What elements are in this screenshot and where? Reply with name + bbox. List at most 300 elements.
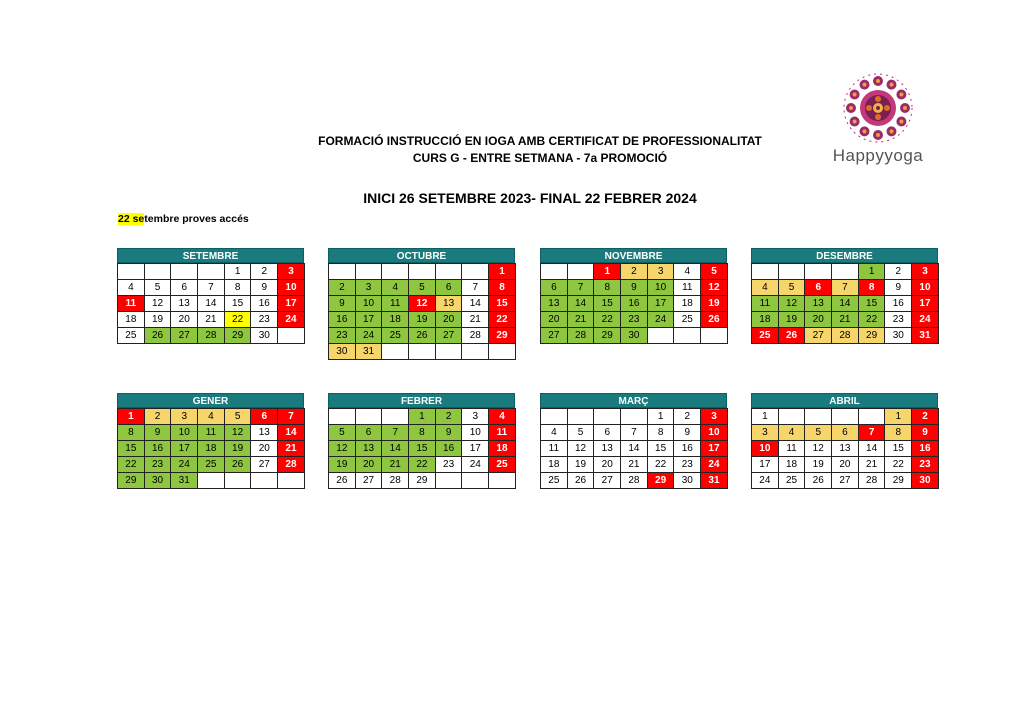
day-cell	[224, 473, 251, 489]
day-cell: 12	[224, 425, 251, 441]
day-cell: 25	[674, 312, 701, 328]
day-cell: 8	[647, 425, 674, 441]
day-cell: 17	[462, 441, 489, 457]
day-cell: 12	[409, 296, 436, 312]
week-row	[118, 312, 305, 328]
month-calendar-gener	[117, 393, 304, 489]
day-cell: 4	[382, 280, 409, 296]
day-cell: 23	[329, 328, 356, 344]
week-row	[118, 328, 305, 344]
day-cell: 27	[435, 328, 462, 344]
day-cell: 12	[567, 441, 594, 457]
day-cell: 28	[858, 473, 885, 489]
month-calendar-octubre	[328, 248, 515, 360]
day-cell: 23	[251, 312, 278, 328]
day-cell: 19	[409, 312, 436, 328]
week-row	[329, 264, 516, 280]
day-cell: 12	[144, 296, 171, 312]
day-cell: 23	[912, 457, 939, 473]
day-cell: 10	[278, 280, 305, 296]
day-cell: 11	[382, 296, 409, 312]
day-cell: 6	[435, 280, 462, 296]
day-cell: 13	[832, 441, 859, 457]
week-row	[752, 473, 939, 489]
day-cell: 16	[435, 441, 462, 457]
day-cell: 16	[912, 441, 939, 457]
month-grid	[751, 263, 939, 344]
day-cell	[541, 264, 568, 280]
day-cell: 1	[489, 264, 516, 280]
day-cell: 22	[858, 312, 885, 328]
week-row	[118, 473, 305, 489]
day-cell: 20	[832, 457, 859, 473]
month-calendar-febrer	[328, 393, 515, 489]
day-cell: 22	[647, 457, 674, 473]
week-row	[329, 473, 516, 489]
day-cell: 28	[621, 473, 648, 489]
week-row	[329, 312, 516, 328]
day-cell: 6	[251, 409, 278, 425]
month-header: MARÇ	[540, 393, 727, 408]
day-cell: 9	[674, 425, 701, 441]
week-row	[329, 280, 516, 296]
day-cell: 5	[567, 425, 594, 441]
day-cell: 15	[885, 441, 912, 457]
day-cell: 4	[674, 264, 701, 280]
day-cell: 3	[171, 409, 198, 425]
week-row	[329, 328, 516, 344]
day-cell: 3	[701, 409, 728, 425]
day-cell: 7	[621, 425, 648, 441]
day-cell: 10	[355, 296, 382, 312]
month-header: ABRIL	[751, 393, 938, 408]
day-cell: 21	[621, 457, 648, 473]
week-row	[752, 425, 939, 441]
day-cell: 18	[118, 312, 145, 328]
day-cell: 10	[171, 425, 198, 441]
day-cell: 6	[355, 425, 382, 441]
day-cell: 23	[144, 457, 171, 473]
day-cell: 7	[278, 409, 305, 425]
day-cell: 17	[752, 457, 779, 473]
day-cell: 9	[621, 280, 648, 296]
week-row	[118, 441, 305, 457]
day-cell: 12	[329, 441, 356, 457]
day-cell: 26	[805, 473, 832, 489]
note-highlight: 22 se	[118, 213, 145, 225]
week-row	[541, 457, 728, 473]
day-cell: 24	[912, 312, 939, 328]
day-cell	[409, 344, 436, 360]
day-cell: 17	[278, 296, 305, 312]
day-cell: 2	[435, 409, 462, 425]
day-cell: 11	[118, 296, 145, 312]
week-row	[118, 425, 305, 441]
day-cell: 22	[489, 312, 516, 328]
access-test-note	[118, 213, 249, 225]
week-row	[541, 312, 728, 328]
day-cell: 22	[409, 457, 436, 473]
day-cell: 24	[462, 457, 489, 473]
day-cell	[382, 344, 409, 360]
day-cell	[355, 264, 382, 280]
day-cell: 21	[832, 312, 859, 328]
day-cell: 7	[858, 425, 885, 441]
note-text: tembre proves accés	[144, 213, 249, 225]
day-cell	[355, 409, 382, 425]
day-cell: 26	[701, 312, 728, 328]
day-cell: 27	[594, 473, 621, 489]
day-cell: 8	[409, 425, 436, 441]
day-cell: 11	[752, 296, 779, 312]
day-cell	[118, 264, 145, 280]
day-cell	[382, 409, 409, 425]
day-cell: 21	[278, 441, 305, 457]
day-cell: 10	[752, 441, 779, 457]
day-cell: 17	[355, 312, 382, 328]
day-cell: 18	[541, 457, 568, 473]
day-cell: 31	[912, 328, 939, 344]
day-cell: 10	[701, 425, 728, 441]
day-cell: 23	[885, 312, 912, 328]
day-cell: 16	[885, 296, 912, 312]
week-row	[329, 296, 516, 312]
day-cell: 21	[567, 312, 594, 328]
day-cell: 1	[409, 409, 436, 425]
day-cell: 12	[805, 441, 832, 457]
day-cell: 21	[462, 312, 489, 328]
week-row	[541, 280, 728, 296]
day-cell: 3	[752, 425, 779, 441]
month-grid	[117, 263, 305, 344]
day-cell: 7	[198, 280, 225, 296]
month-calendar-desembre	[751, 248, 938, 344]
day-cell	[778, 409, 805, 425]
day-cell: 8	[118, 425, 145, 441]
day-cell: 3	[912, 264, 939, 280]
day-cell: 4	[198, 409, 225, 425]
day-cell: 25	[382, 328, 409, 344]
day-cell: 8	[224, 280, 251, 296]
month-header: NOVEMBRE	[540, 248, 727, 263]
day-cell: 2	[885, 264, 912, 280]
day-cell: 28	[382, 473, 409, 489]
day-cell	[805, 409, 832, 425]
week-row	[541, 264, 728, 280]
day-cell: 29	[594, 328, 621, 344]
day-cell: 2	[251, 264, 278, 280]
day-cell: 5	[329, 425, 356, 441]
month-calendar-novembre	[540, 248, 727, 344]
day-cell: 19	[144, 312, 171, 328]
day-cell	[621, 409, 648, 425]
day-cell: 9	[329, 296, 356, 312]
day-cell: 23	[435, 457, 462, 473]
day-cell: 19	[567, 457, 594, 473]
day-cell: 30	[885, 328, 912, 344]
day-cell: 25	[489, 457, 516, 473]
day-cell: 15	[858, 296, 885, 312]
day-cell: 3	[462, 409, 489, 425]
month-header: SETEMBRE	[117, 248, 304, 263]
day-cell: 18	[198, 441, 225, 457]
day-cell: 14	[382, 441, 409, 457]
month-header: DESEMBRE	[751, 248, 938, 263]
week-row	[541, 409, 728, 425]
day-cell: 26	[329, 473, 356, 489]
week-row	[752, 409, 939, 425]
week-row	[118, 296, 305, 312]
day-cell: 12	[778, 296, 805, 312]
day-cell: 16	[674, 441, 701, 457]
day-cell: 29	[409, 473, 436, 489]
day-cell	[674, 328, 701, 344]
day-cell	[567, 264, 594, 280]
day-cell: 13	[435, 296, 462, 312]
day-cell: 1	[858, 264, 885, 280]
day-cell: 16	[251, 296, 278, 312]
day-cell: 24	[171, 457, 198, 473]
day-cell: 8	[489, 280, 516, 296]
day-cell: 19	[701, 296, 728, 312]
day-cell: 24	[647, 312, 674, 328]
day-cell: 6	[594, 425, 621, 441]
month-grid	[540, 263, 728, 344]
day-cell	[701, 328, 728, 344]
day-cell: 30	[251, 328, 278, 344]
week-row	[329, 409, 516, 425]
day-cell: 13	[171, 296, 198, 312]
day-cell: 24	[355, 328, 382, 344]
day-cell	[198, 264, 225, 280]
day-cell: 20	[805, 312, 832, 328]
day-cell: 17	[171, 441, 198, 457]
day-cell	[198, 473, 225, 489]
week-row	[118, 264, 305, 280]
day-cell	[171, 264, 198, 280]
day-cell: 2	[144, 409, 171, 425]
day-cell: 1	[594, 264, 621, 280]
day-cell	[832, 409, 859, 425]
day-cell: 26	[224, 457, 251, 473]
day-cell	[435, 264, 462, 280]
day-cell: 19	[778, 312, 805, 328]
day-cell: 28	[278, 457, 305, 473]
month-calendar-marc	[540, 393, 727, 489]
day-cell: 26	[144, 328, 171, 344]
day-cell	[752, 264, 779, 280]
day-cell: 14	[278, 425, 305, 441]
month-header: FEBRER	[328, 393, 515, 408]
day-cell	[278, 473, 305, 489]
day-cell	[462, 344, 489, 360]
day-cell: 6	[171, 280, 198, 296]
day-cell: 26	[567, 473, 594, 489]
logo-text: Happyyoga	[832, 146, 924, 165]
month-grid	[328, 263, 516, 360]
day-cell: 23	[674, 457, 701, 473]
day-cell: 29	[489, 328, 516, 344]
day-cell: 15	[224, 296, 251, 312]
day-cell: 19	[329, 457, 356, 473]
day-cell: 13	[805, 296, 832, 312]
course-date-range: INICI 26 SETEMBRE 2023- FINAL 22 FEBRER 2024	[363, 190, 697, 206]
day-cell: 7	[462, 280, 489, 296]
day-cell: 29	[647, 473, 674, 489]
day-cell: 20	[435, 312, 462, 328]
week-row	[752, 441, 939, 457]
day-cell: 4	[489, 409, 516, 425]
day-cell: 5	[224, 409, 251, 425]
day-cell: 8	[885, 425, 912, 441]
day-cell	[567, 409, 594, 425]
day-cell	[409, 264, 436, 280]
day-cell: 29	[224, 328, 251, 344]
week-row	[541, 425, 728, 441]
week-row	[752, 296, 939, 312]
day-cell: 3	[355, 280, 382, 296]
day-cell: 19	[224, 441, 251, 457]
day-cell: 15	[647, 441, 674, 457]
month-grid	[540, 408, 728, 489]
day-cell: 20	[251, 441, 278, 457]
day-cell: 20	[355, 457, 382, 473]
day-cell: 27	[251, 457, 278, 473]
week-row	[118, 409, 305, 425]
day-cell	[805, 264, 832, 280]
day-cell: 21	[382, 457, 409, 473]
day-cell	[462, 264, 489, 280]
week-row	[329, 457, 516, 473]
day-cell: 11	[489, 425, 516, 441]
day-cell: 22	[224, 312, 251, 328]
month-header: OCTUBRE	[328, 248, 515, 263]
day-cell: 13	[251, 425, 278, 441]
day-cell: 28	[567, 328, 594, 344]
day-cell: 4	[778, 425, 805, 441]
week-row	[118, 280, 305, 296]
day-cell	[489, 344, 516, 360]
day-cell: 18	[382, 312, 409, 328]
day-cell: 29	[858, 328, 885, 344]
day-cell	[594, 409, 621, 425]
day-cell: 26	[409, 328, 436, 344]
day-cell: 1	[118, 409, 145, 425]
day-cell	[832, 264, 859, 280]
day-cell: 29	[885, 473, 912, 489]
week-row	[752, 328, 939, 344]
day-cell: 25	[541, 473, 568, 489]
day-cell: 21	[198, 312, 225, 328]
day-cell: 13	[541, 296, 568, 312]
day-cell: 30	[621, 328, 648, 344]
day-cell: 6	[832, 425, 859, 441]
day-cell	[647, 328, 674, 344]
day-cell: 6	[541, 280, 568, 296]
day-cell: 2	[912, 409, 939, 425]
day-cell: 15	[409, 441, 436, 457]
day-cell: 28	[462, 328, 489, 344]
day-cell: 22	[594, 312, 621, 328]
day-cell: 27	[541, 328, 568, 344]
day-cell: 9	[912, 425, 939, 441]
title-line-2: CURS G - ENTRE SETMANA - 7a PROMOCIÓ	[412, 151, 668, 165]
day-cell: 5	[778, 280, 805, 296]
day-cell: 20	[541, 312, 568, 328]
day-cell	[435, 344, 462, 360]
day-cell: 20	[171, 312, 198, 328]
day-cell: 12	[701, 280, 728, 296]
day-cell	[778, 264, 805, 280]
day-cell: 15	[118, 441, 145, 457]
day-cell: 29	[118, 473, 145, 489]
week-row	[541, 296, 728, 312]
week-row	[541, 328, 728, 344]
day-cell: 17	[912, 296, 939, 312]
day-cell: 9	[144, 425, 171, 441]
day-cell: 9	[251, 280, 278, 296]
day-cell: 25	[778, 473, 805, 489]
day-cell	[382, 264, 409, 280]
week-row	[752, 312, 939, 328]
title-line-1: FORMACIÓ INSTRUCCIÓ EN IOGA AMB CERTIFICAT DE PROFESSIONALITAT	[318, 134, 762, 148]
day-cell	[858, 409, 885, 425]
day-cell: 15	[489, 296, 516, 312]
day-cell: 18	[752, 312, 779, 328]
day-cell: 30	[674, 473, 701, 489]
day-cell: 18	[489, 441, 516, 457]
day-cell: 25	[198, 457, 225, 473]
day-cell: 7	[567, 280, 594, 296]
day-cell: 22	[118, 457, 145, 473]
day-cell: 5	[701, 264, 728, 280]
week-row	[541, 473, 728, 489]
day-cell: 4	[118, 280, 145, 296]
day-cell: 14	[567, 296, 594, 312]
day-cell: 1	[647, 409, 674, 425]
day-cell: 14	[198, 296, 225, 312]
day-cell: 3	[278, 264, 305, 280]
day-cell: 30	[144, 473, 171, 489]
day-cell: 14	[832, 296, 859, 312]
day-cell: 1	[752, 409, 779, 425]
week-row	[118, 457, 305, 473]
day-cell: 1	[224, 264, 251, 280]
month-grid	[117, 408, 305, 489]
day-cell: 27	[832, 473, 859, 489]
day-cell: 26	[778, 328, 805, 344]
day-cell: 5	[409, 280, 436, 296]
day-cell: 18	[778, 457, 805, 473]
day-cell: 11	[674, 280, 701, 296]
day-cell: 10	[462, 425, 489, 441]
day-cell	[278, 328, 305, 344]
week-row	[541, 441, 728, 457]
day-cell: 14	[621, 441, 648, 457]
day-cell: 25	[118, 328, 145, 344]
day-cell: 23	[621, 312, 648, 328]
day-cell	[435, 473, 462, 489]
day-cell: 4	[541, 425, 568, 441]
day-cell: 10	[912, 280, 939, 296]
day-cell: 15	[594, 296, 621, 312]
day-cell: 8	[594, 280, 621, 296]
day-cell: 28	[832, 328, 859, 344]
week-row	[329, 344, 516, 360]
day-cell: 25	[752, 328, 779, 344]
week-row	[329, 425, 516, 441]
day-cell: 9	[435, 425, 462, 441]
